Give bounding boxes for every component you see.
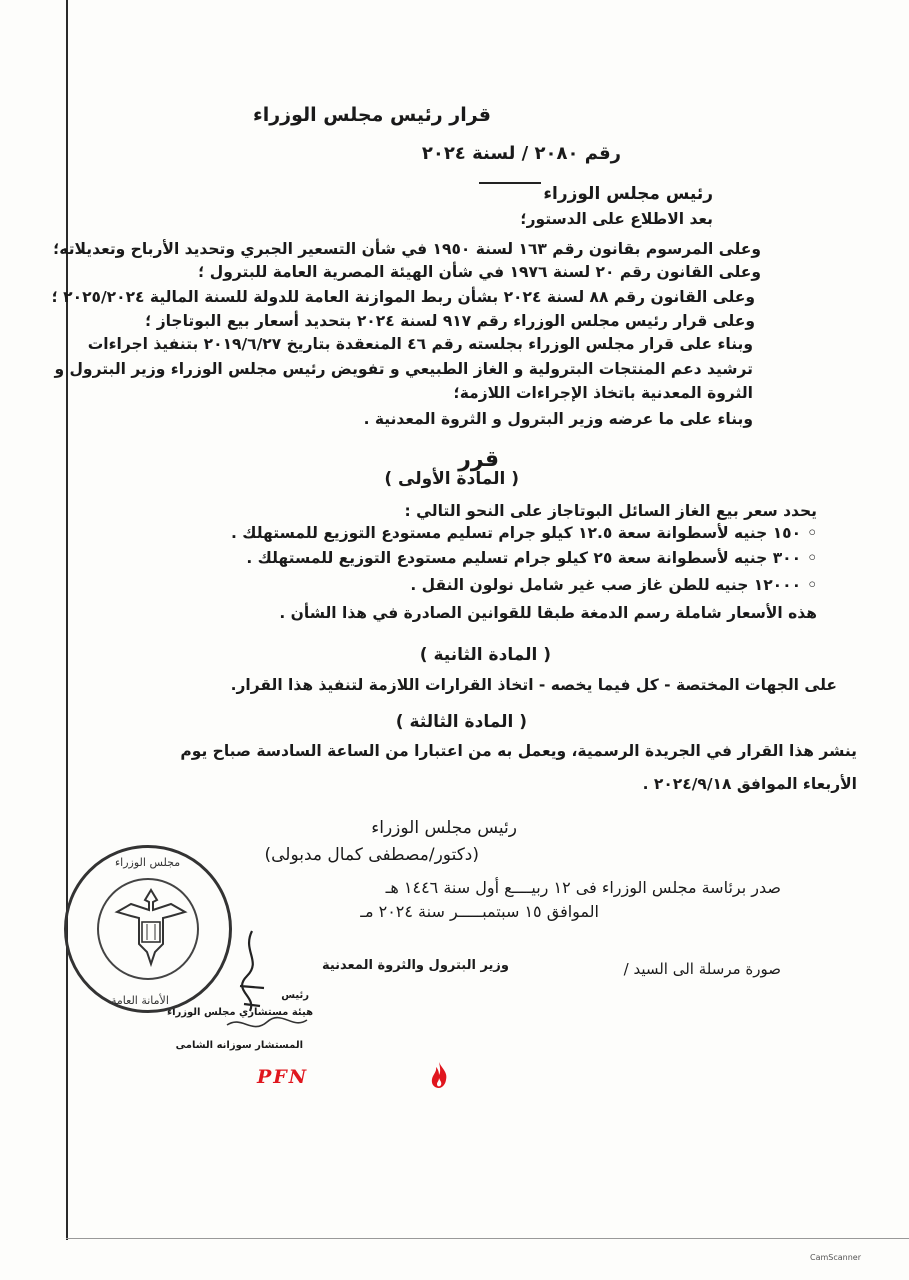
scanner-footer-note: CamScanner — [810, 1253, 862, 1262]
issued-hijri-date: صدر برئاسة مجلس الوزراء فى ١٢ ربيــــع أول سنة ١٤٤٦ هـ — [385, 878, 781, 897]
stamp-line-1: رئيس — [281, 990, 309, 1001]
bottom-margin-line — [66, 1238, 909, 1239]
preamble-line-5: وبناء على قرار مجلس الوزراء بجلسته رقم ٤٦ المنعقدة بتاريخ ٢٠١٩/٦/٢٧ بتنفيذ اجراءات — [87, 335, 753, 353]
signature-role: رئيس مجلس الوزراء — [371, 818, 517, 838]
article2-text: على الجهات المختصة - كل فيما يخصه - اتخاذ القرارات اللازمة لتنفيذ هذا القرار. — [230, 676, 837, 694]
decision-heading: قرر — [458, 447, 499, 472]
title-underline — [479, 182, 541, 184]
article3-line-2: الأربعاء الموافق ٢٠٢٤/٩/١٨ . — [642, 775, 857, 793]
preamble-line-8: وبناء على ما عرضه وزير البترول و الثروة المعدنية . — [363, 410, 753, 428]
pfn-logo: PFN — [257, 1066, 309, 1088]
stamp-line-3: المستشار سوزانه الشامى — [175, 1040, 303, 1051]
article1-intro: يحدد سعر بيع الغاز السائل البوتاجاز على النحو التالي : — [404, 502, 817, 520]
price-item-12kg: ◦ ١٥٠ جنيه لأسطوانة سعة ١٢.٥ كيلو جرام تسليم مستودع التوزيع للمستهلك . — [231, 524, 817, 542]
after-review-line: بعد الاطلاع على الدستور؛ — [520, 210, 713, 228]
copy-to-recipient: وزير البترول والثروة المعدنية — [321, 958, 509, 973]
signature-name: (دكتور/مصطفى كمال مدبولى) — [264, 845, 479, 865]
official-seal — [64, 845, 232, 1013]
issuer-heading: رئيس مجلس الوزراء — [543, 184, 713, 204]
decree-title: قرار رئيس مجلس الوزراء — [253, 104, 491, 126]
preamble-line-4: وعلى قرار رئيس مجلس الوزراء رقم ٩١٧ لسنة ٢٠٢٤ بتحديد أسعار بيع البوتاجاز ؛ — [145, 312, 755, 330]
article2-title: ( المادة الثانية ) — [419, 645, 551, 665]
price-item-bulk: ◦ ١٢٠٠٠ جنيه للطن غاز صب غير شامل نولون النقل . — [410, 576, 817, 594]
article1-title: ( المادة الأولى ) — [384, 469, 519, 489]
price-item-25kg: ◦ ٣٠٠ جنيه لأسطوانة سعة ٢٥ كيلو جرام تسليم مستودع التوزيع للمستهلك . — [246, 549, 817, 567]
preamble-line-7: الثروة المعدنية باتخاذ الإجراءات اللازمة؛ — [453, 384, 753, 402]
stamp-signature-scribble — [222, 1010, 312, 1040]
article3-title: ( المادة الثالثة ) — [395, 712, 527, 732]
stamp-line-2: هيئة مستشاري مجلس الوزراء — [166, 1007, 313, 1018]
left-margin-line — [66, 0, 68, 1240]
preamble-line-1: وعلى المرسوم بقانون رقم ١٦٣ لسنة ١٩٥٠ في شأن التسعير الجبري وتحديد الأرباح وتعديلاته؛ — [53, 240, 761, 258]
decree-number: رقم ٢٠٨٠ / لسنة ٢٠٢٤ — [421, 143, 621, 164]
eagle-emblem-icon — [101, 878, 201, 978]
article3-line-1: ينشر هذا القرار في الجريدة الرسمية، ويعمل به من اعتبارا من الساعة السادسة صباح يوم — [180, 742, 857, 760]
copy-to-label: صورة مرسلة الى السيد / — [623, 960, 781, 978]
flame-icon — [428, 1060, 450, 1090]
issued-gregorian-date: الموافق ١٥ سبتمبـــــر سنة ٢٠٢٤ مـ — [360, 902, 599, 921]
seal-top-text: مجلس الوزراء — [115, 856, 181, 869]
preamble-line-6: ترشيد دعم المنتجات البترولية و الغاز الطبيعي و تفويض رئيس مجلس الوزراء وزير البترول و — [54, 360, 753, 378]
preamble-line-3: وعلى القانون رقم ٨٨ لسنة ٢٠٢٤ بشأن ربط الموازنة العامة للدولة للسنة المالية ٢٠٢٥/٢٠٢٤ ؛ — [51, 288, 755, 306]
article1-note: هذه الأسعار شاملة رسم الدمغة طبقا للقوانين الصادرة في هذا الشأن . — [279, 604, 817, 622]
seal-bottom-text: الأمانة العامة — [111, 994, 169, 1007]
preamble-line-2: وعلى القانون رقم ٢٠ لسنة ١٩٧٦ في شأن الهيئة المصرية العامة للبترول ؛ — [198, 263, 761, 281]
